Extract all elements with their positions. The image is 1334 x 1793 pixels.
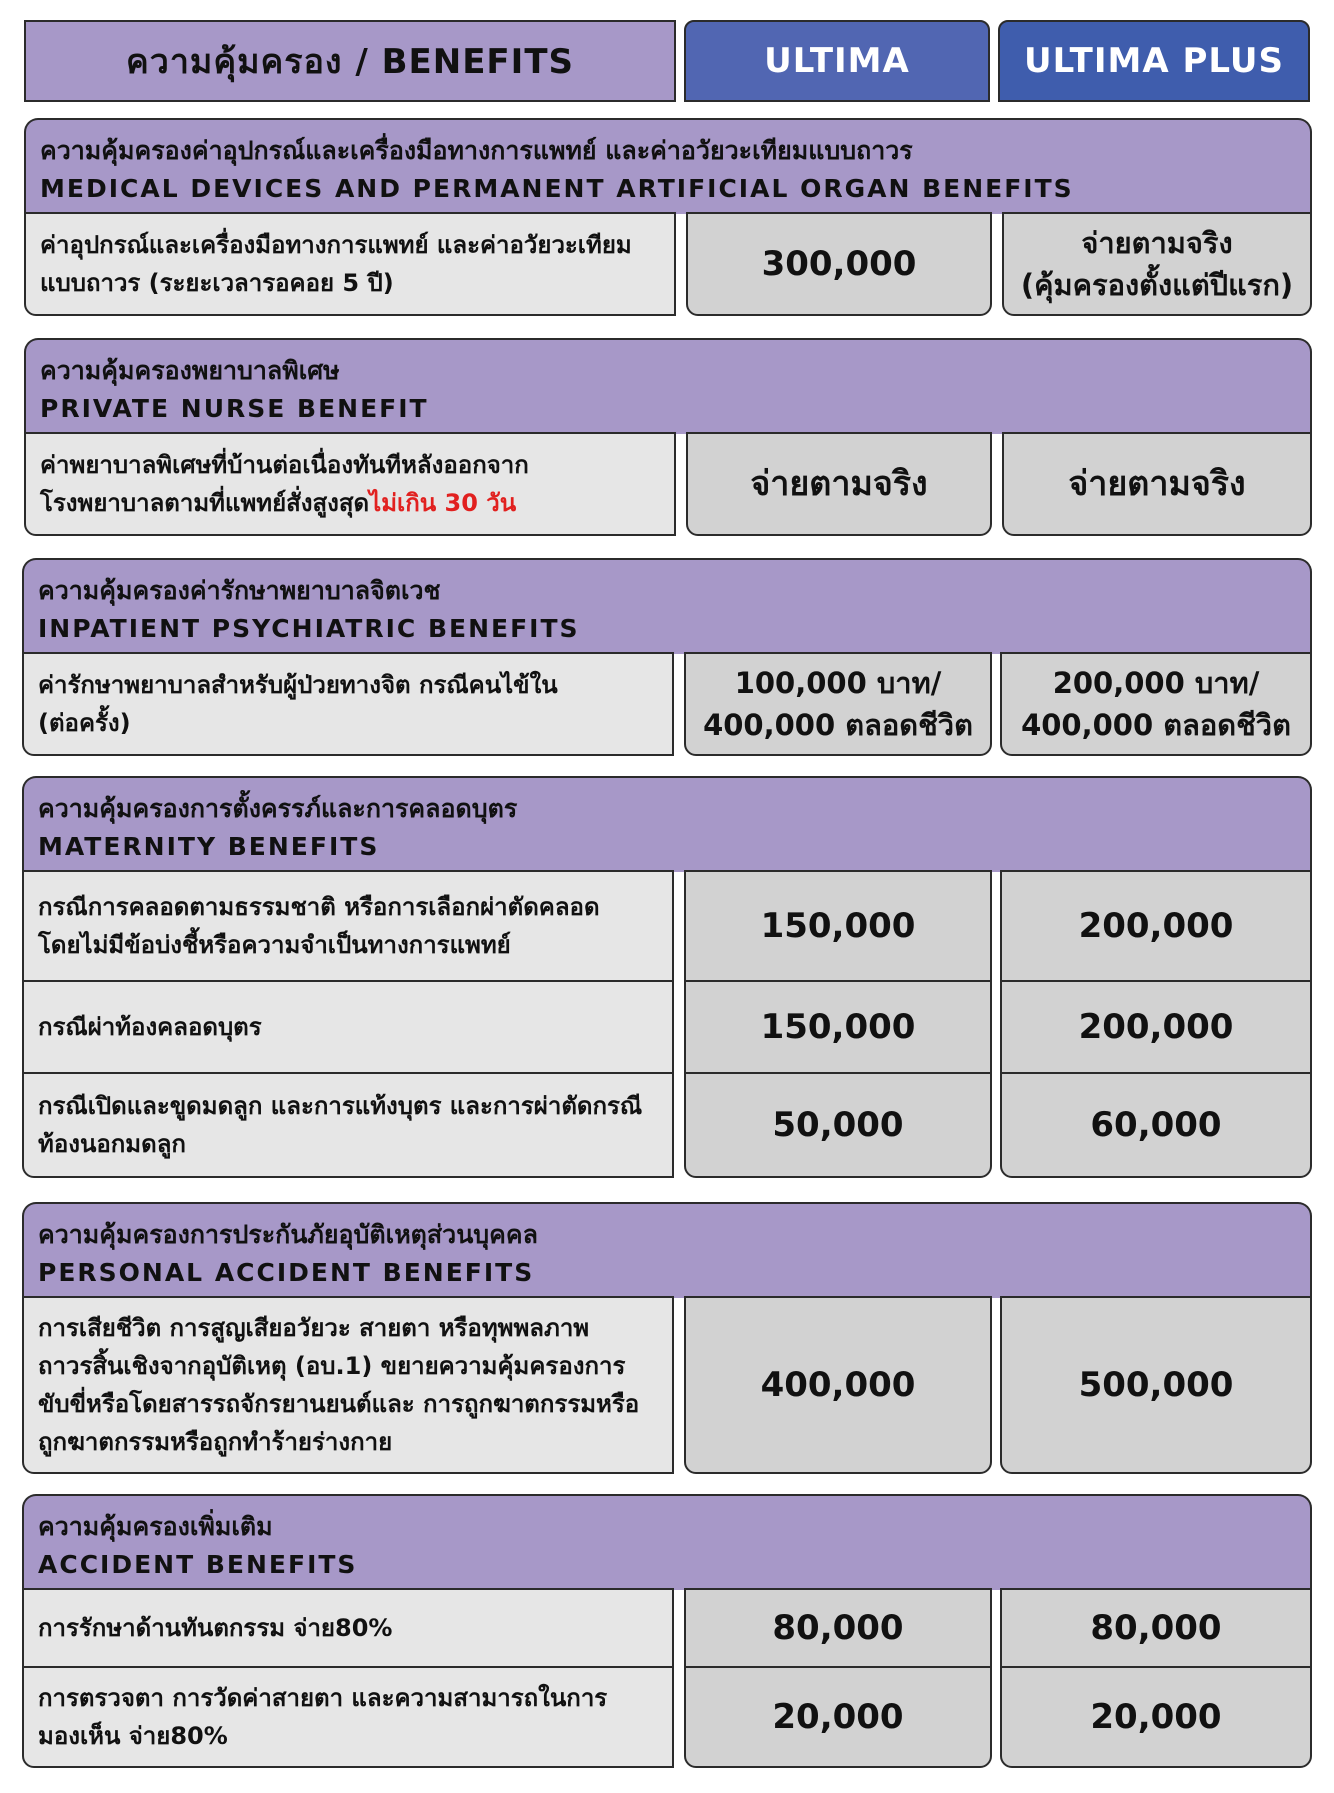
row-desc-line: ค่ารักษาพยาบาลสำหรับผู้ป่วยทางจิต กรณีคนไข้ใน <box>38 671 558 699</box>
psychiatric-row-desc <box>22 652 674 756</box>
accident-benefits-ultima-value <box>684 1666 992 1768</box>
accident-benefits-ultima-value <box>684 1588 992 1668</box>
row-desc-highlight: ไม่เกิน 30 วัน <box>369 489 517 517</box>
row-desc-line: กรณีผ่าท้องคลอดบุตร <box>38 1013 262 1041</box>
psychiatric-ultima-value <box>684 652 992 756</box>
plan-ultima-plus-label: ULTIMA PLUS <box>1024 41 1284 81</box>
private-nurse-ultima-plus-value <box>1002 432 1312 536</box>
section-title-en: INPATIENT PSYCHIATRIC BENEFITS <box>38 614 580 643</box>
row-desc-line: ขับขี่หรือโดยสารรถจักรยานยนต์และ การถูกฆาตกรรมหรือ <box>38 1390 640 1418</box>
section-title-th: ความคุ้มครองค่าอุปกรณ์และเครื่องมือทางการแพทย์ และค่าอวัยวะเทียมแบบถาวร <box>40 136 913 165</box>
benefits-header <box>24 20 676 102</box>
personal-accident-ultima-plus-value <box>1000 1296 1312 1474</box>
plan-ultima-label: ULTIMA <box>764 41 910 81</box>
row-desc-line: ท้องนอกมดลูก <box>38 1130 186 1158</box>
maternity-ultima-value <box>684 870 992 982</box>
accident-benefits-ultima-plus-value <box>1000 1588 1312 1668</box>
accident-benefits-row-desc <box>22 1588 674 1668</box>
plan-ultima-plus-header <box>998 20 1310 102</box>
value-line: 400,000 ตลอดชีวิต <box>1021 708 1291 742</box>
section-title-en: PRIVATE NURSE BENEFIT <box>40 394 429 423</box>
section-title-th: ความคุ้มครองการประกันภัยอุบัติเหตุส่วนบุคคล <box>38 1220 538 1249</box>
row-desc-line: แบบถาวร (ระยะเวลารอคอย 5 ปี) <box>40 269 394 297</box>
medical-devices-ultima-plus-value <box>1002 212 1312 316</box>
section-maternity-title <box>22 776 1312 872</box>
value-text: 300,000 <box>761 244 917 284</box>
medical-devices-row-desc <box>24 212 676 316</box>
benefits-header-label: ความคุ้มครอง / BENEFITS <box>126 42 574 82</box>
maternity-ultima-value <box>684 1072 992 1178</box>
maternity-ultima-plus-value <box>1000 980 1312 1074</box>
row-desc-line: ถาวรสิ้นเชิงจากอุบัติเหตุ (อบ.1) ขยายความคุ้มครองการ <box>38 1352 626 1380</box>
value-text: จ่ายตามจริง <box>1068 464 1246 504</box>
row-desc-line: ค่าอุปกรณ์และเครื่องมือทางการแพทย์ และค่าอวัยวะเทียม <box>40 231 632 259</box>
value-text: 80,000 <box>772 1608 904 1648</box>
value-text: 150,000 <box>760 1007 916 1047</box>
section-title-th: ความคุ้มครองค่ารักษาพยาบาลจิตเวช <box>38 576 441 605</box>
value-text: 500,000 <box>1078 1365 1234 1405</box>
row-desc-line: การรักษาด้านทันตกรรม จ่าย80% <box>38 1614 393 1642</box>
psychiatric-ultima-plus-value <box>1000 652 1312 756</box>
value-text: 400,000 <box>760 1365 916 1405</box>
maternity-ultima-plus-value <box>1000 870 1312 982</box>
section-title-en: ACCIDENT BENEFITS <box>38 1550 358 1579</box>
row-desc-line: การตรวจตา การวัดค่าสายตา และความสามารถในการ <box>38 1684 608 1712</box>
row-desc-line: โรงพยาบาลตามที่แพทย์สั่งสูงสุด <box>40 489 370 517</box>
maternity-row-desc <box>22 1072 674 1178</box>
value-text: 200,000 <box>1078 1007 1234 1047</box>
private-nurse-ultima-value <box>686 432 992 536</box>
row-desc-line: มองเห็น จ่าย80% <box>38 1722 228 1750</box>
maternity-row-desc <box>22 980 674 1074</box>
personal-accident-row-desc <box>22 1296 674 1474</box>
value-line: 100,000 บาท/ <box>734 666 942 700</box>
personal-accident-ultima-value <box>684 1296 992 1474</box>
value-line: 400,000 ตลอดชีวิต <box>703 708 973 742</box>
section-medical-devices-title <box>24 118 1312 214</box>
value-text: จ่ายตามจริง <box>750 464 928 504</box>
value-line: (คุ้มครองตั้งแต่ปีแรก) <box>1020 268 1294 302</box>
maternity-row-desc <box>22 870 674 982</box>
value-text: 60,000 <box>1090 1105 1222 1145</box>
section-private-nurse-title <box>24 338 1312 434</box>
section-title-en: MEDICAL DEVICES AND PERMANENT ARTIFICIAL ORGAN BENEFITS <box>40 174 1074 203</box>
section-title-th: ความคุ้มครองการตั้งครรภ์และการคลอดบุตร <box>38 794 518 823</box>
maternity-ultima-plus-value <box>1000 1072 1312 1178</box>
accident-benefits-ultima-plus-value <box>1000 1666 1312 1768</box>
row-desc-line: (ต่อครั้ง) <box>38 709 131 737</box>
plan-ultima-header <box>684 20 990 102</box>
section-psychiatric-title <box>22 558 1312 654</box>
value-text: 200,000 <box>1078 906 1234 946</box>
section-title-th: ความคุ้มครองเพิ่มเติม <box>38 1512 273 1541</box>
value-text: 50,000 <box>772 1105 904 1145</box>
value-line: 200,000 บาท/ <box>1052 666 1260 700</box>
maternity-ultima-value <box>684 980 992 1074</box>
row-desc-line: ถูกฆาตกรรมหรือถูกทำร้ายร่างกาย <box>38 1428 393 1456</box>
section-title-th: ความคุ้มครองพยาบาลพิเศษ <box>40 356 340 385</box>
section-personal-accident-title <box>22 1202 1312 1298</box>
section-title-en: PERSONAL ACCIDENT BENEFITS <box>38 1258 535 1287</box>
row-desc-line: โดยไม่มีข้อบ่งชี้หรือความจำเป็นทางการแพทย์ <box>38 931 511 959</box>
value-line: จ่ายตามจริง <box>1081 226 1233 260</box>
accident-benefits-row-desc <box>22 1666 674 1768</box>
value-text: 80,000 <box>1090 1608 1222 1648</box>
section-title-en: MATERNITY BENEFITS <box>38 832 380 861</box>
row-desc-line: การเสียชีวิต การสูญเสียอวัยวะ สายตา หรือทุพพลภาพ <box>38 1314 590 1342</box>
row-desc-line: ค่าพยาบาลพิเศษที่บ้านต่อเนื่องทันทีหลังออกจาก <box>40 451 529 479</box>
section-accident-benefits-title <box>22 1494 1312 1590</box>
value-text: 20,000 <box>1090 1697 1222 1737</box>
row-desc-line: กรณีการคลอดตามธรรมชาติ หรือการเลือกผ่าตัดคลอด <box>38 893 600 921</box>
value-text: 150,000 <box>760 906 916 946</box>
value-text: 20,000 <box>772 1697 904 1737</box>
row-desc-line: กรณีเปิดและขูดมดลูก และการแท้งบุตร และการผ่าตัดกรณี <box>38 1092 643 1120</box>
private-nurse-row-desc <box>24 432 676 536</box>
medical-devices-ultima-value <box>686 212 992 316</box>
